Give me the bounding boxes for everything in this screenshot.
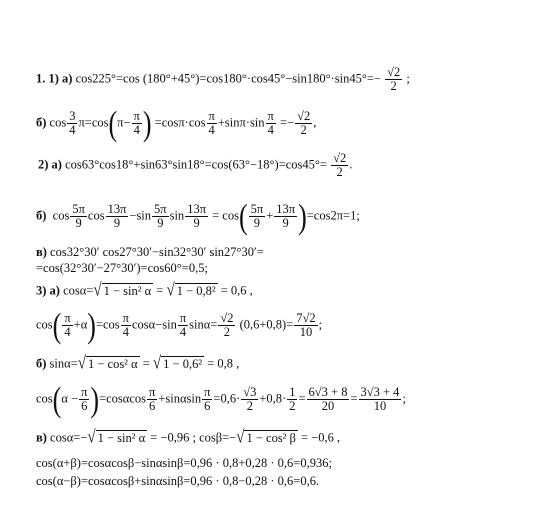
p1a-line: 1. 1) а) cos225°=cos (180°+45°)=cos180°·cos45°−sin180°·sin45°=− $\frac{√2}{2}$ ;	[36, 65, 410, 94]
p1b-frac2: $\frac{\pi}{4}$	[133, 109, 140, 138]
p1a-label: 1. 1) а)	[36, 71, 73, 86]
sqrt-icon: √ 1 − cos² α	[77, 354, 138, 374]
p2v-line1: в) cos32°30′ cos27°30′−sin32°30′ sin27°30′=	[36, 245, 264, 259]
p1b-label: б)	[36, 115, 47, 130]
p2b-frac5: $\frac{5\pi}{9}$	[250, 202, 264, 231]
p1a-expr: cos225°=cos (180°+45°)=cos180°·cos45°−sin180°·sin45°=−	[75, 71, 381, 86]
p3d-frac2: $\frac{\pi}{6}$	[149, 385, 156, 414]
p1a-frac: $\frac{√2}{2}$	[387, 65, 401, 94]
p3a-label: 3) а)	[36, 283, 60, 298]
p2a-label: 2) а)	[38, 157, 62, 172]
p3d-frac4: $\frac{√3}{2}$	[243, 385, 257, 414]
p2b-line: б) cos $\frac{5\pi}{9}$ cos $\frac{13\pi}{9}$ −sin $\frac{5\pi}{9}$ sin $\frac{13\pi}{9}$ = cos( $\frac{5\pi}{9}$ + $\frac{13\pi}{9}$ )=cos2π=1;	[36, 196, 360, 236]
p3d-frac3: $\frac{\pi}{6}$	[204, 385, 211, 414]
p1b-line: б) cos $\frac{3}{4}$ π=cos(π− $\frac{\pi}{4}$ ) =cosπ·cos $\frac{\pi}{4}$ +sinπ·sin $\frac{\pi}{4}$ =− $\frac{√2}{2}$ ,	[36, 103, 317, 143]
p2b-frac6: $\frac{13\pi}{9}$	[276, 202, 296, 231]
sqrt-icon: √ 1 − sin² α	[93, 281, 152, 301]
p3v-line2: cos(α+β)=cosαcosβ−sinαsinβ=0,96 · 0,8+0,28 · 0,6=0,936;	[36, 456, 332, 470]
p3d-frac5: $\frac{1}{2}$	[289, 385, 296, 414]
p3v-line3: cos(α−β)=cosαcosβ+sinαsinβ=0,96 · 0,8−0,28 · 0,6=0,6.	[36, 474, 320, 488]
p2v-line2: =cos(32°30′−27°30′)=cos60°=0,5;	[36, 261, 208, 275]
p1b-frac3: $\frac{\pi}{4}$	[208, 109, 215, 138]
p3c-frac3: $\frac{\pi}{4}$	[179, 311, 187, 340]
sqrt-icon: √ 1 − sin² α	[87, 428, 146, 448]
p3b-label: б)	[36, 356, 47, 371]
p3c-line: cos( $\frac{\pi}{4}$ +α)=cos $\frac{\pi}{4}$ cosα−sin $\frac{\pi}{4}$ sinα= $\frac{√2}{2}$ (0,6+0,8)= $\frac{7√2}{10}$ ;	[36, 305, 323, 345]
p2b-label: б)	[36, 208, 47, 223]
p3c-frac2: $\frac{\pi}{4}$	[122, 311, 129, 340]
p2b-frac4: $\frac{13\pi}{9}$	[187, 202, 206, 231]
p3c-frac1: $\frac{\pi}{4}$	[64, 311, 71, 340]
p3b-line: б) sinα=√ 1 − cos² α = √ 1 − 0,6² = 0,8 ,	[36, 354, 240, 374]
p3c-frac5: $\frac{7√2}{10}$	[296, 311, 316, 340]
p3d-frac1: $\frac{\pi}{6}$	[81, 385, 88, 414]
sqrt-icon: √ 1 − 0,6²	[152, 354, 203, 374]
p3c-frac4: $\frac{√2}{2}$	[220, 311, 234, 340]
p3d-line: cos(α − $\frac{\pi}{6}$ )=cosαcos $\frac{\pi}{6}$ +sinαsin $\frac{\pi}{6}$ =0,6· $\frac{√3}{2}$ +0,8· $\frac{1}{2}$ = $\frac{6√3 + 8}{20}$ = $\frac{3√3 + 4}{10}$ ;	[36, 379, 406, 419]
p3v-label: в)	[36, 430, 47, 445]
p3d-frac6: $\frac{6√3 + 8}{20}$	[308, 385, 348, 414]
p1b-frac1: $\frac{3}{4}$	[69, 109, 76, 138]
p2b-frac2: $\frac{13\pi}{9}$	[107, 202, 127, 231]
p1b-frac4: $\frac{\pi}{4}$	[267, 109, 274, 138]
p2b-frac1: $\frac{5\pi}{9}$	[72, 202, 85, 231]
sqrt-icon: √ 1 − 0,8²	[166, 281, 216, 301]
p1b-frac5: $\frac{√2}{2}$	[297, 109, 311, 138]
p2b-frac3: $\frac{5\pi}{9}$	[154, 202, 167, 231]
p2a-frac: $\frac{√2}{2}$	[333, 151, 347, 180]
p3a-line: 3) а) cosα=√ 1 − sin² α = √ 1 − 0,8² = 0,6 ,	[36, 281, 253, 301]
sqrt-icon: √ 1 − cos² β	[236, 428, 296, 448]
p2a-line: 2) а) cos63°cos18°+sin63°sin18°=cos(63°−18°)=cos45°= $\frac{√2}{2}$ .	[38, 151, 353, 180]
p3d-frac7: $\frac{3√3 + 4}{10}$	[360, 385, 400, 414]
p3v-line1: в) cosα=−√ 1 − sin² α = −0,96 ; cosβ=−√ 1 − cos² β = −0,6 ,	[36, 428, 341, 448]
p2v-label: в)	[36, 245, 47, 259]
